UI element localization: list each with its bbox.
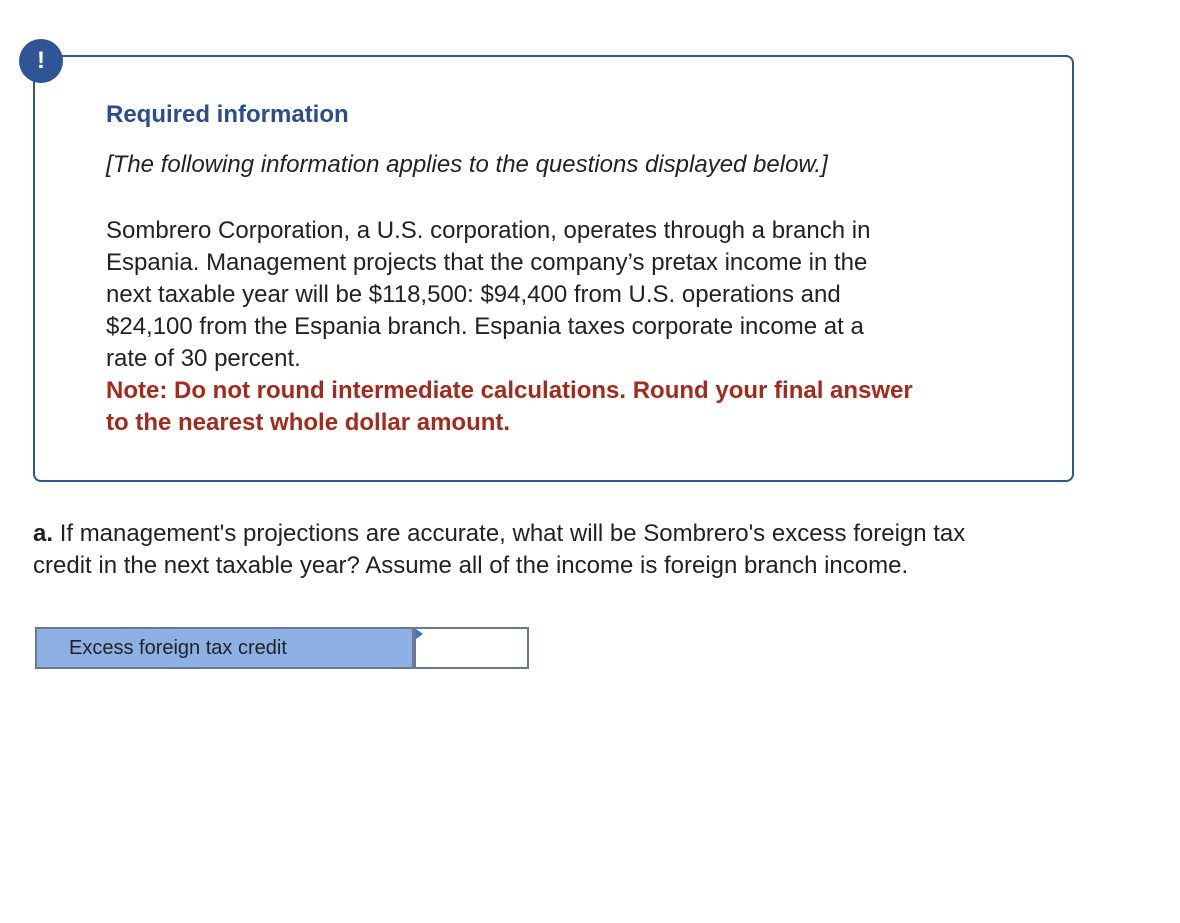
answer-label-text: Excess foreign tax credit xyxy=(69,636,287,659)
problem-description xyxy=(106,215,1006,375)
description-line: $24,100 from the Espania branch. Espania taxes corporate income at a xyxy=(106,313,864,340)
rounding-note xyxy=(106,375,1006,439)
question-line: credit in the next taxable year? Assume all of the income is foreign branch income. xyxy=(33,552,909,579)
panel-subtitle: [The following information applies to the questions displayed below.] xyxy=(106,151,828,178)
question-line: If management's projections are accurate, what will be Sombrero's excess foreign tax xyxy=(59,520,966,547)
question-letter: a. xyxy=(33,520,54,547)
question-a xyxy=(33,518,1143,582)
description-line: rate of 30 percent. xyxy=(106,345,301,372)
answer-row-label xyxy=(35,627,412,669)
description-line: Espania. Management projects that the company’s pretax income in the xyxy=(106,249,868,276)
note-line: to the nearest whole dollar amount. xyxy=(106,409,511,436)
excess-foreign-tax-credit-input[interactable] xyxy=(416,629,527,667)
panel-title: Required information xyxy=(106,101,349,128)
answer-table xyxy=(35,627,529,669)
note-line: Note: Do not round intermediate calculations. Round your final answer xyxy=(106,377,913,404)
description-line: next taxable year will be $118,500: $94,400 from U.S. operations and xyxy=(106,281,841,308)
description-line: Sombrero Corporation, a U.S. corporation, operates through a branch in xyxy=(106,217,871,244)
exclamation-icon: ! xyxy=(19,39,63,83)
required-information-panel xyxy=(33,55,1074,482)
answer-cell[interactable] xyxy=(412,627,529,669)
